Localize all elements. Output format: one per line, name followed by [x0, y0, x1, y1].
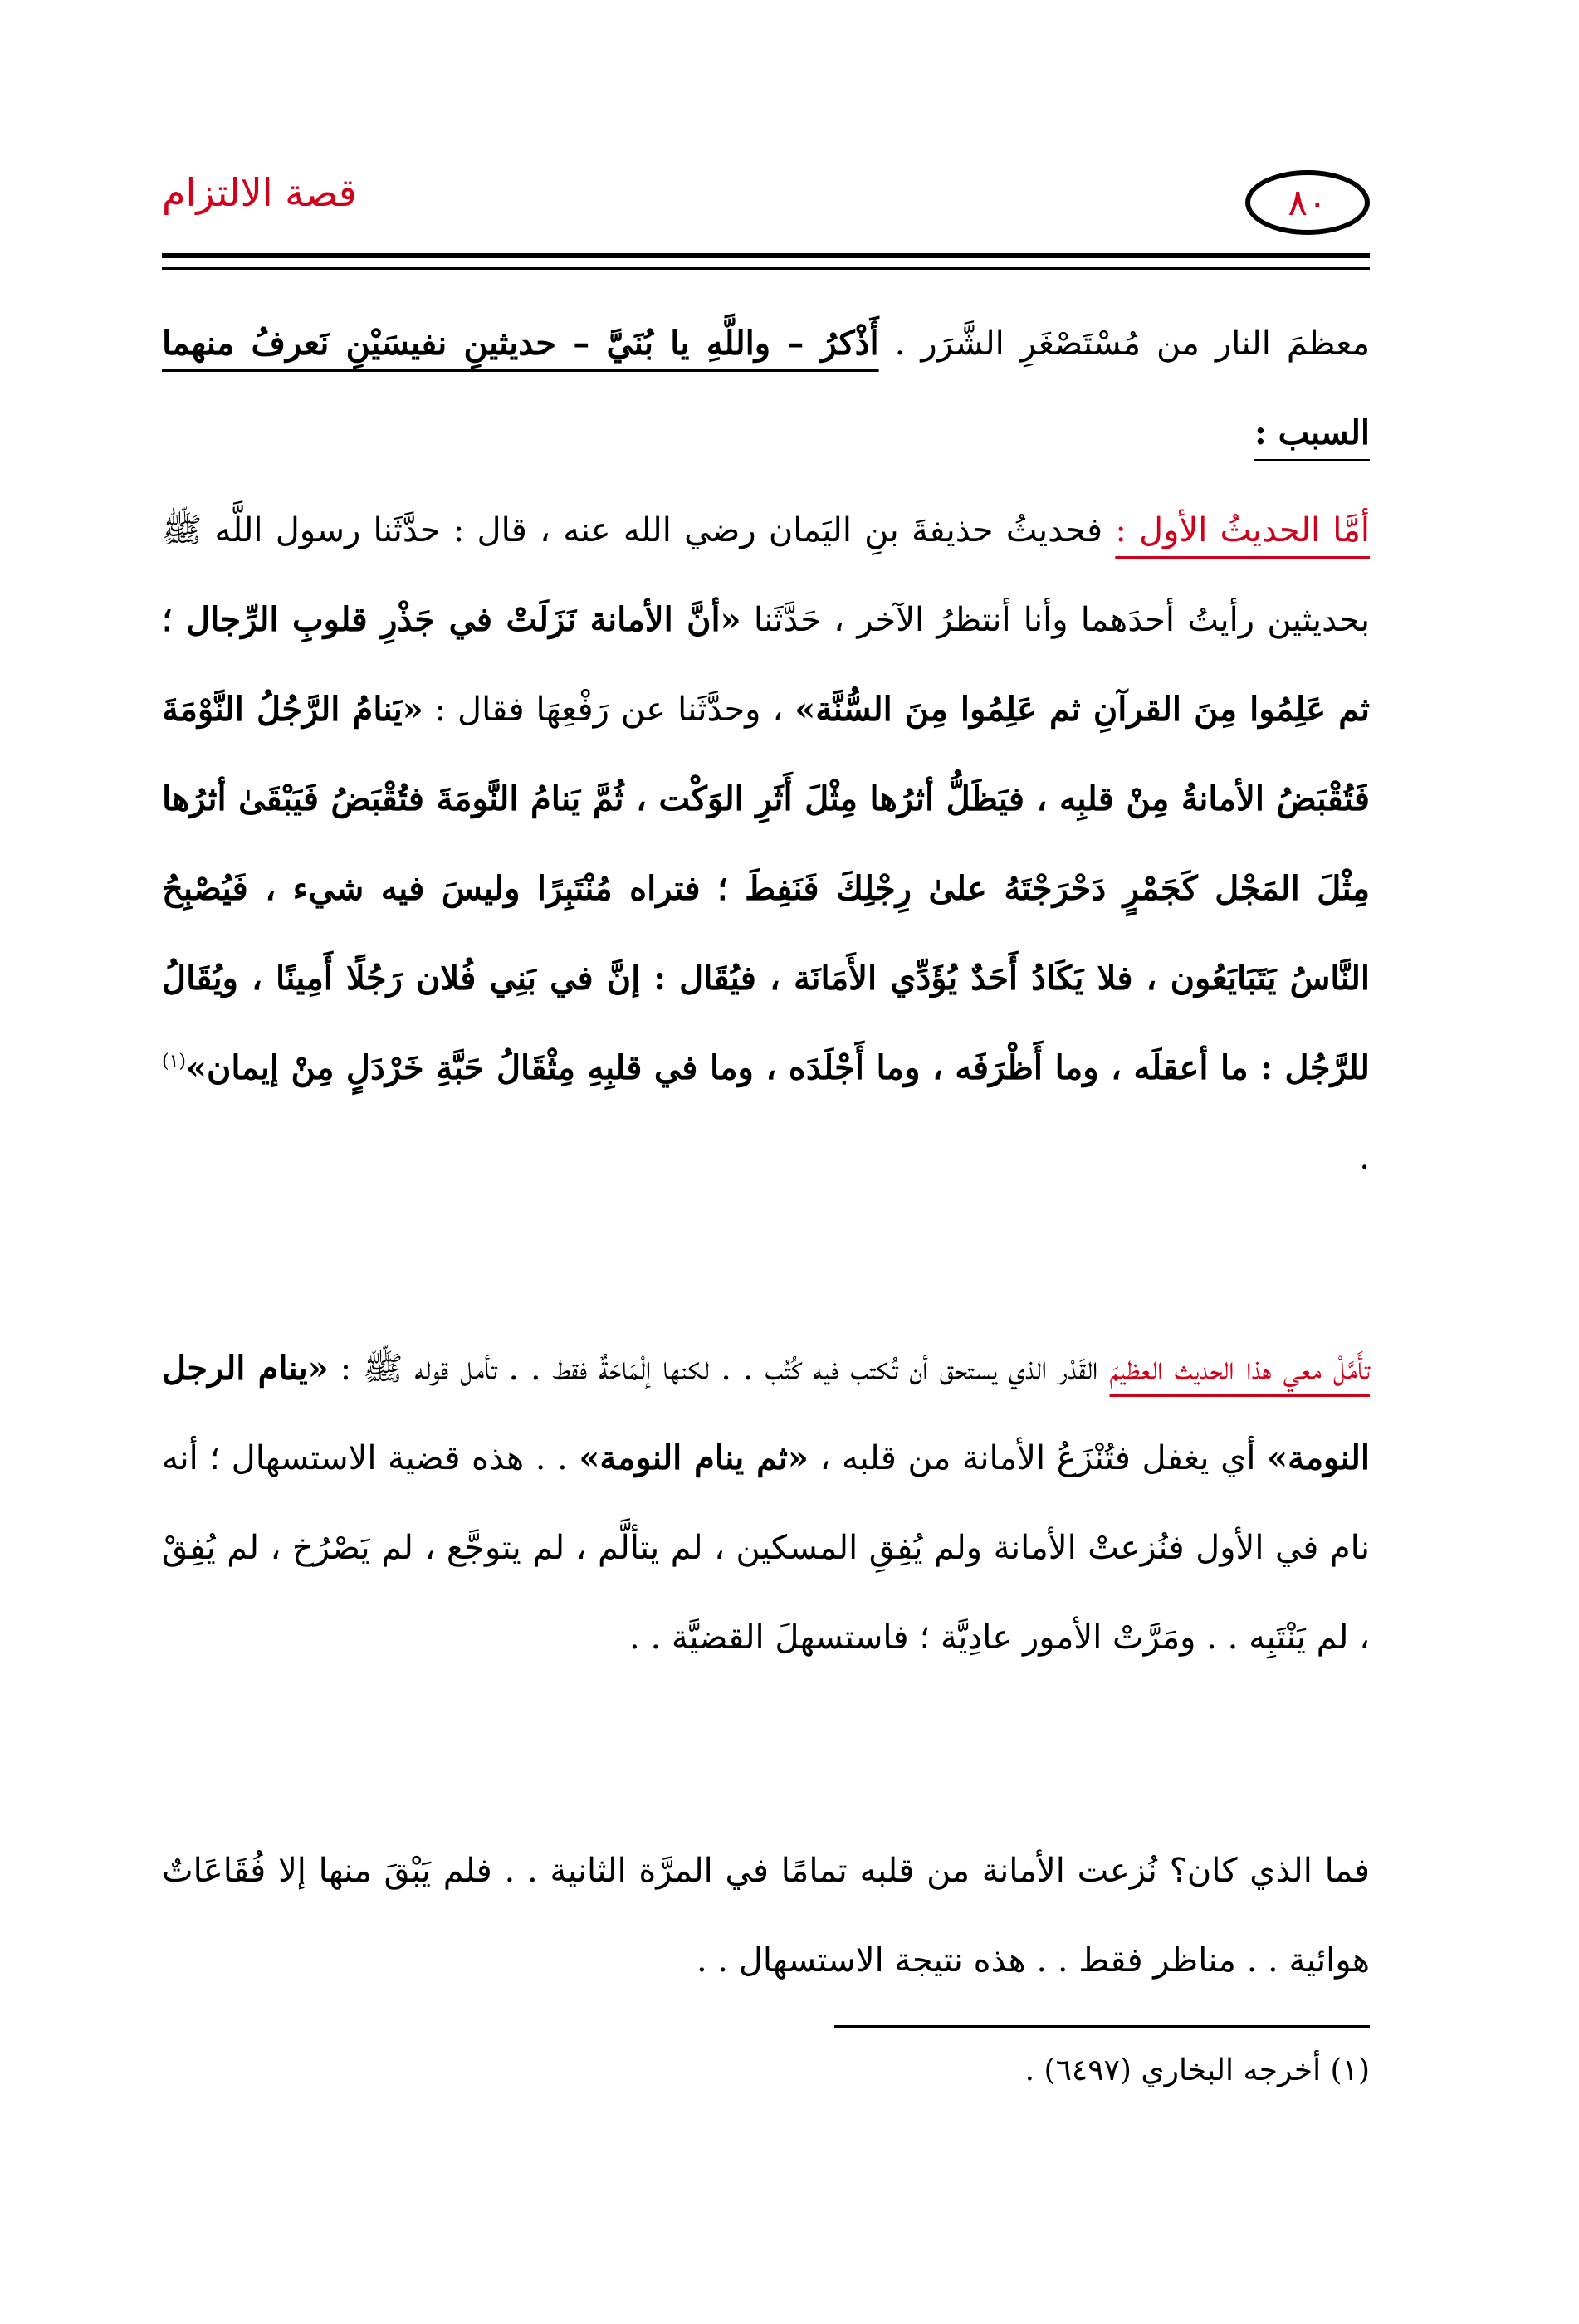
running-header-title: قصة الالتزام [162, 170, 357, 215]
footnote-separator [834, 2025, 1370, 2028]
page-number-text: ٨٠ [1288, 181, 1327, 224]
p1-bold-statement: أَذْكرُ – واللَّهِ يا بُنَيَّ – حديثينِ نفيسَيْنِ نَعرفُ منهما السبب : [162, 324, 1370, 452]
p2-heading: أمَّا الحديثُ الأول : [1115, 511, 1371, 549]
paragraph-1 [162, 299, 1370, 478]
paragraph-2 [162, 486, 1370, 1203]
paragraph-3 [162, 1324, 1370, 1682]
p3-text-2: أي يغفل فتُنْزَعُ الأمانة من قلبه ، [819, 1439, 1256, 1477]
p3-quote-1: «ينام الرجل النومة» [162, 1349, 1371, 1477]
p3-text-1: القَدْر الذي يستحق أن تُكتب فيه كُتُب . . لكنها إلْمَاحَةٌ فقط . . تأمل قوله ﷺ : [340, 1350, 1098, 1388]
footnote: (١) أخرجه البخاري (٦٤٩٧) . [1024, 2053, 1370, 2087]
p1-intro: معظمَ النار من مُسْتَصْغَرِ الشَّرَر . [894, 325, 1370, 363]
header-rule-thick [162, 253, 1370, 258]
page-number [1245, 170, 1370, 235]
header-rule-thin [162, 267, 1370, 270]
p2-quote-1: «أنَّ الأمانة نَزَلَتْ في جَذْرِ قلوبِ الرِّجال ؛ ثم عَلِمُوا مِنَ القرآنِ ثم عَلِمُوا مِنَ السُّنَّة» [162, 600, 1371, 729]
p2-text-2: ، وحدَّثَنا عن رَفْعِهَا فقال : [434, 691, 784, 729]
p2-quote-2: «يَنامُ الرَّجُلُ النَّوْمَةَ فَتُقْبَضُ الأمانةُ مِنْ قلبِه ، فيَظَلُّ أثرُها مِثْلَ أَثَرِ الوَكْت ، ثُمَّ يَنامُ النَّومَةَ فتُقْبَضُ فَيَبْقَىٰ أثرُها مِثْلَ المَجْل كَجَمْرٍ دَحْرَجْتَهُ علىٰ رِجْلِكَ فَنَفِطَ ؛ فتراه مُنْتَبِرًا وليسَ فيه شيء ، فَيُصْبِحُ النَّاسُ يَتَبَايَعُون ، فلا يَكَادُ أَحَدٌ يُؤَدِّي الأَمَانَة ، فيُقَال : إنَّ في بَنِي فُلان رَجُلًا أَمِينًا ، ويُقَالُ للرَّجُل : ما أعقلَه ، وما أَظْرَفَه ، وما أَجْلَدَه ، وما في قلبِهِ مِثْقَالُ حَبَّةِ خَرْدَلٍ مِنْ إيمان» [162, 690, 1370, 1087]
p2-text-1: فحديثُ حذيفةَ بنِ اليَمان رضي الله عنه ، قال : حدَّثَنا رسول اللَّه ﷺ بحديثين رأيتُ أحدَهما وأنا أنتظرُ الآخر ، حَدَّثَنا [162, 511, 1371, 639]
footnote-reference: (١) [162, 1051, 187, 1072]
p3-heading: تأَمَّلْ معي هذا الحديث العظيمَ [1109, 1350, 1370, 1388]
p4-text: فما الذي كان؟ نُزعت الأمانة من قلبه تمامًا في المرَّة الثانية . . فلم يَبْقَ منها إلا فُقَاعَاتٌ هوائية . . مناظر فقط . . هذه نتيجة الاستسهال . . [162, 1852, 1370, 1980]
p3-quote-2: «ثم ينام النومة» [579, 1438, 809, 1477]
p2-end: . [1359, 1139, 1370, 1177]
paragraph-4 [162, 1826, 1370, 2005]
p3-text-3: . . هذه قضية الاستسهال ؛ أنه نام في الأول فنُزعتْ الأمانة ولم يُفِقِ المسكين ، لم يتألَّم ، لم يتوجَّع ، لم يَصْرُخ ، لم يُفِقْ ، لم يَنْتَبِه . . ومَرَّتْ الأمور عادِيَّة ؛ فاستسهلَ القضيَّة . . [162, 1439, 1370, 1657]
